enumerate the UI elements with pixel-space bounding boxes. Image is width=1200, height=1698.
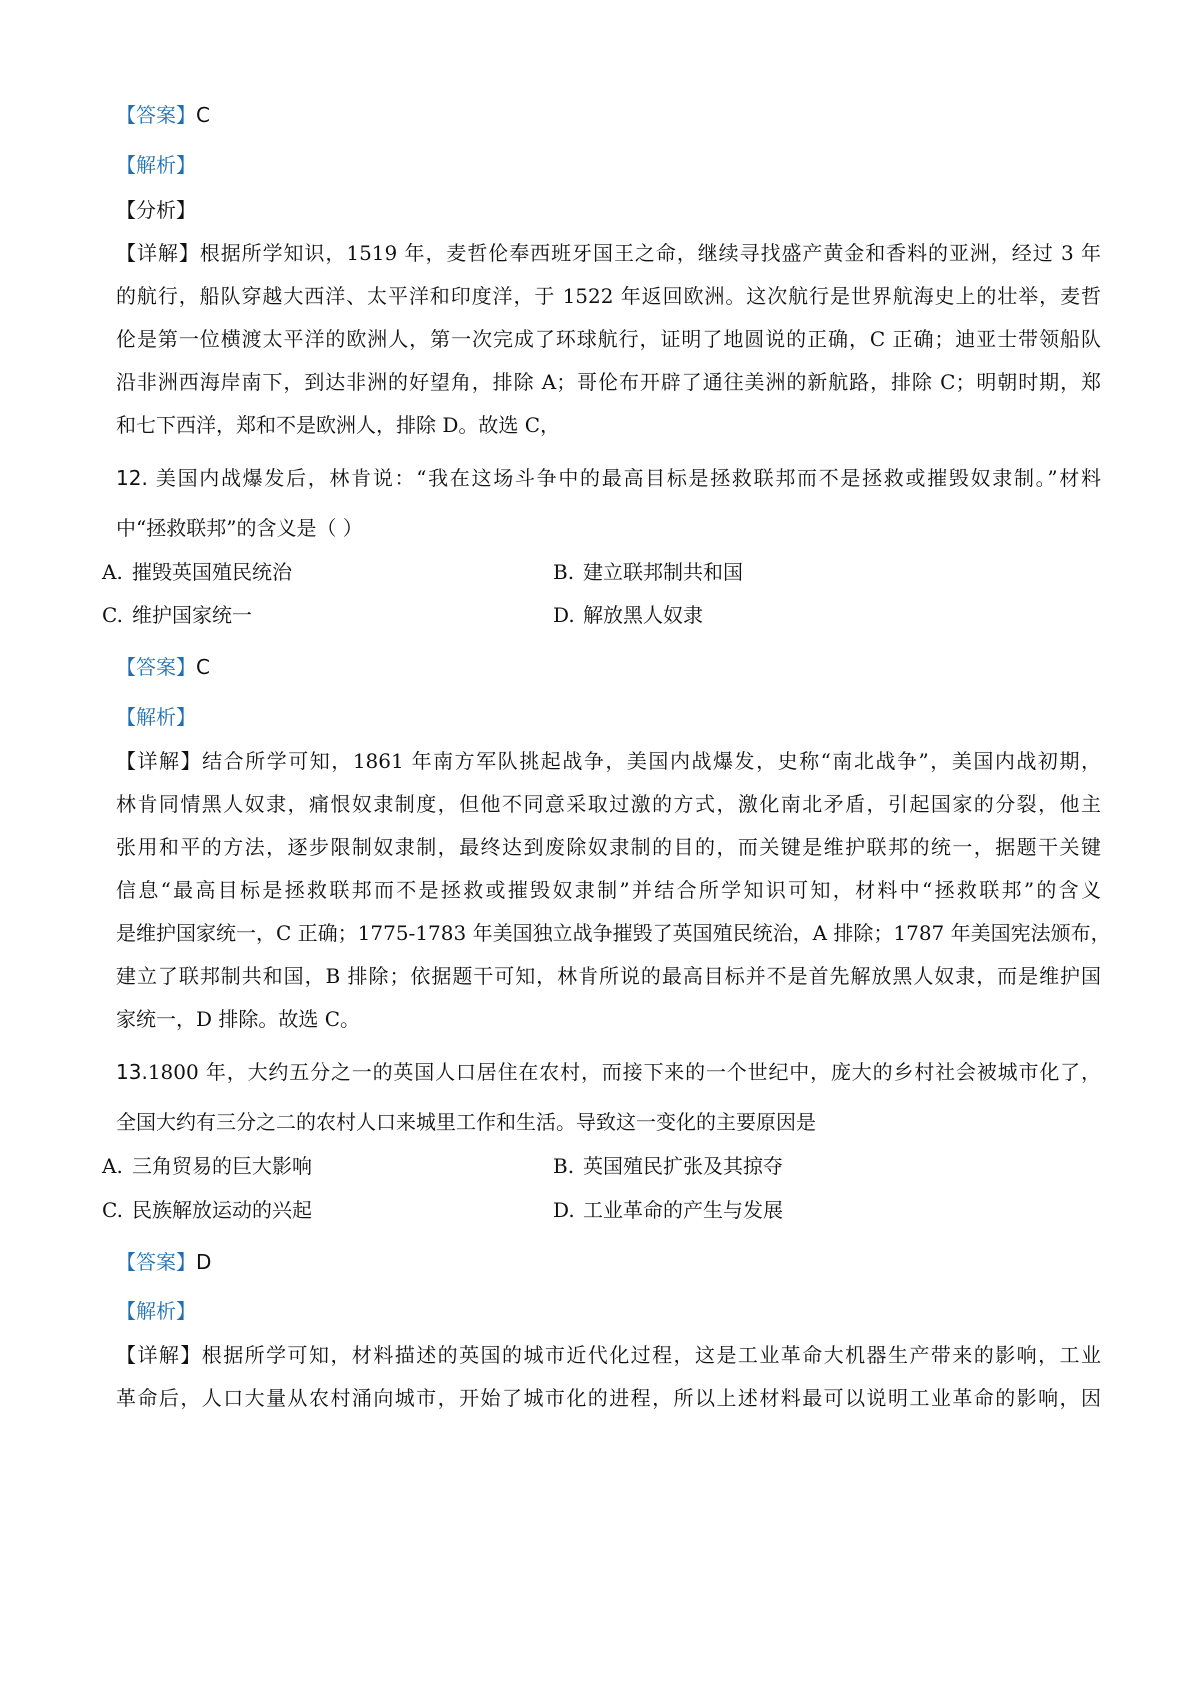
option-text: 解放黑人奴隶 xyxy=(583,603,703,627)
answer-tag: 【答案】 xyxy=(116,103,196,127)
question-12-stem xyxy=(116,464,1101,492)
option-a xyxy=(102,1152,312,1180)
option-text: 维护国家统一 xyxy=(132,603,252,627)
answer-tag: 【答案】 xyxy=(116,655,196,679)
detail-tag: 【详解】 xyxy=(116,1343,202,1367)
analysis-tag: 【解析】 xyxy=(116,705,196,729)
detail-line: 的航行，船队穿越大西洋、太平洋和印度洋，于 1522 年返回欧洲。这次航行是世界航海史上的壮举，麦哲 xyxy=(116,284,1101,308)
fenxi-heading xyxy=(116,196,1101,224)
detail-line xyxy=(116,239,1101,267)
answer-line xyxy=(116,653,1101,681)
analysis-heading xyxy=(116,703,1101,731)
analysis-tag: 【解析】 xyxy=(116,153,196,177)
question-12-stem-line: 中“拯救联邦”的含义是（ ） xyxy=(116,516,363,540)
option-text: 英国殖民扩张及其掠夺 xyxy=(583,1154,783,1178)
option-b xyxy=(553,558,743,586)
answer-tag: 【答案】 xyxy=(116,1250,196,1274)
question-stem-text: 美国内战爆发后，林肯说：“我在这场斗争中的最高目标是拯救联邦而不是拯救或摧毁奴隶制。”材料 xyxy=(155,466,1102,490)
analysis-tag: 【解析】 xyxy=(116,1299,196,1323)
option-letter: C. xyxy=(102,1198,123,1222)
option-text: 三角贸易的巨大影响 xyxy=(132,1154,312,1178)
answer-value: C xyxy=(196,655,210,679)
detail-tag: 【详解】 xyxy=(116,749,203,773)
detail-line: 张用和平的方法，逐步限制奴隶制，最终达到废除奴隶制的目的，而关键是维护联邦的统一，据题干关键 xyxy=(116,835,1101,859)
question-number: 12. xyxy=(116,466,148,490)
detail-line: 是维护国家统一，C 正确；1775-1783 年美国独立战争摧毁了英国殖民统治，A 排除；1787 年美国宪法颁布， xyxy=(116,921,1111,945)
option-letter: D. xyxy=(553,1198,575,1222)
option-text: 工业革命的产生与发展 xyxy=(583,1198,783,1222)
option-letter: A. xyxy=(102,1154,123,1178)
detail-text: 根据所学知识，1519 年，麦哲伦奉西班牙国王之命，继续寻找盛产黄金和香料的亚洲，经过 3 年 xyxy=(199,241,1101,265)
answer-line xyxy=(116,101,1101,129)
answer-value: D xyxy=(196,1250,212,1274)
option-c xyxy=(102,1196,312,1224)
detail-line: 信息“最高目标是拯救联邦而不是拯救或摧毁奴隶制”并结合所学知识可知，材料中“拯救联邦”的含义 xyxy=(116,878,1101,902)
answer-value: C xyxy=(196,103,210,127)
option-a xyxy=(102,558,292,586)
detail-line xyxy=(116,1341,1101,1369)
option-text: 建立联邦制共和国 xyxy=(583,560,743,584)
detail-line: 革命后，人口大量从农村涌向城市，开始了城市化的进程，所以上述材料最可以说明工业革命的影响，因 xyxy=(116,1386,1101,1410)
question-13-stem xyxy=(116,1058,1101,1086)
detail-line: 家统一，D 排除。故选 C。 xyxy=(116,1007,361,1031)
detail-line: 建立了联邦制共和国，B 排除；依据题干可知，林肯所说的最高目标并不是首先解放黑人奴隶，而是维护国 xyxy=(116,964,1101,988)
option-text: 摧毁英国殖民统治 xyxy=(132,560,292,584)
option-b xyxy=(553,1152,783,1180)
question-13-stem-line: 全国大约有三分之二的农村人口来城里工作和生活。导致这一变化的主要原因是 xyxy=(116,1110,816,1134)
question-stem-text: 1800 年，大约五分之一的英国人口居住在农村，而接下来的一个世纪中，庞大的乡村社会被城市化了， xyxy=(147,1060,1101,1084)
detail-tag: 【详解】 xyxy=(116,241,200,265)
option-d xyxy=(553,1196,783,1224)
option-letter: A. xyxy=(102,560,123,584)
detail-text: 结合所学可知，1861 年南方军队挑起战争，美国内战爆发，史称“南北战争”，美国内战初期， xyxy=(202,749,1101,773)
detail-text: 根据所学可知，材料描述的英国的城市近代化过程，这是工业革命大机器生产带来的影响，工业 xyxy=(201,1343,1102,1367)
fenxi-tag: 【分析】 xyxy=(116,198,196,222)
option-letter: D. xyxy=(553,603,575,627)
option-letter: B. xyxy=(553,560,575,584)
question-number: 13. xyxy=(116,1060,148,1084)
option-letter: C. xyxy=(102,603,123,627)
detail-line: 沿非洲西海岸南下，到达非洲的好望角，排除 A；哥伦布开辟了通往美洲的新航路，排除 C；明朝时期，郑 xyxy=(116,370,1101,394)
analysis-heading xyxy=(116,151,1101,179)
analysis-heading xyxy=(116,1297,1101,1325)
detail-line: 和七下西洋，郑和不是欧洲人，排除 D。故选 C， xyxy=(116,413,561,437)
detail-line: 伦是第一位横渡太平洋的欧洲人，第一次完成了环球航行，证明了地圆说的正确，C 正确；迪亚士带领船队 xyxy=(116,327,1101,351)
detail-line: 林肯同情黑人奴隶，痛恨奴隶制度，但他不同意采取过激的方式，激化南北矛盾，引起国家的分裂，他主 xyxy=(116,792,1101,816)
option-c xyxy=(102,601,252,629)
answer-line xyxy=(116,1248,1101,1276)
detail-line xyxy=(116,747,1101,775)
option-d xyxy=(553,601,703,629)
option-letter: B. xyxy=(553,1154,575,1178)
option-text: 民族解放运动的兴起 xyxy=(132,1198,312,1222)
